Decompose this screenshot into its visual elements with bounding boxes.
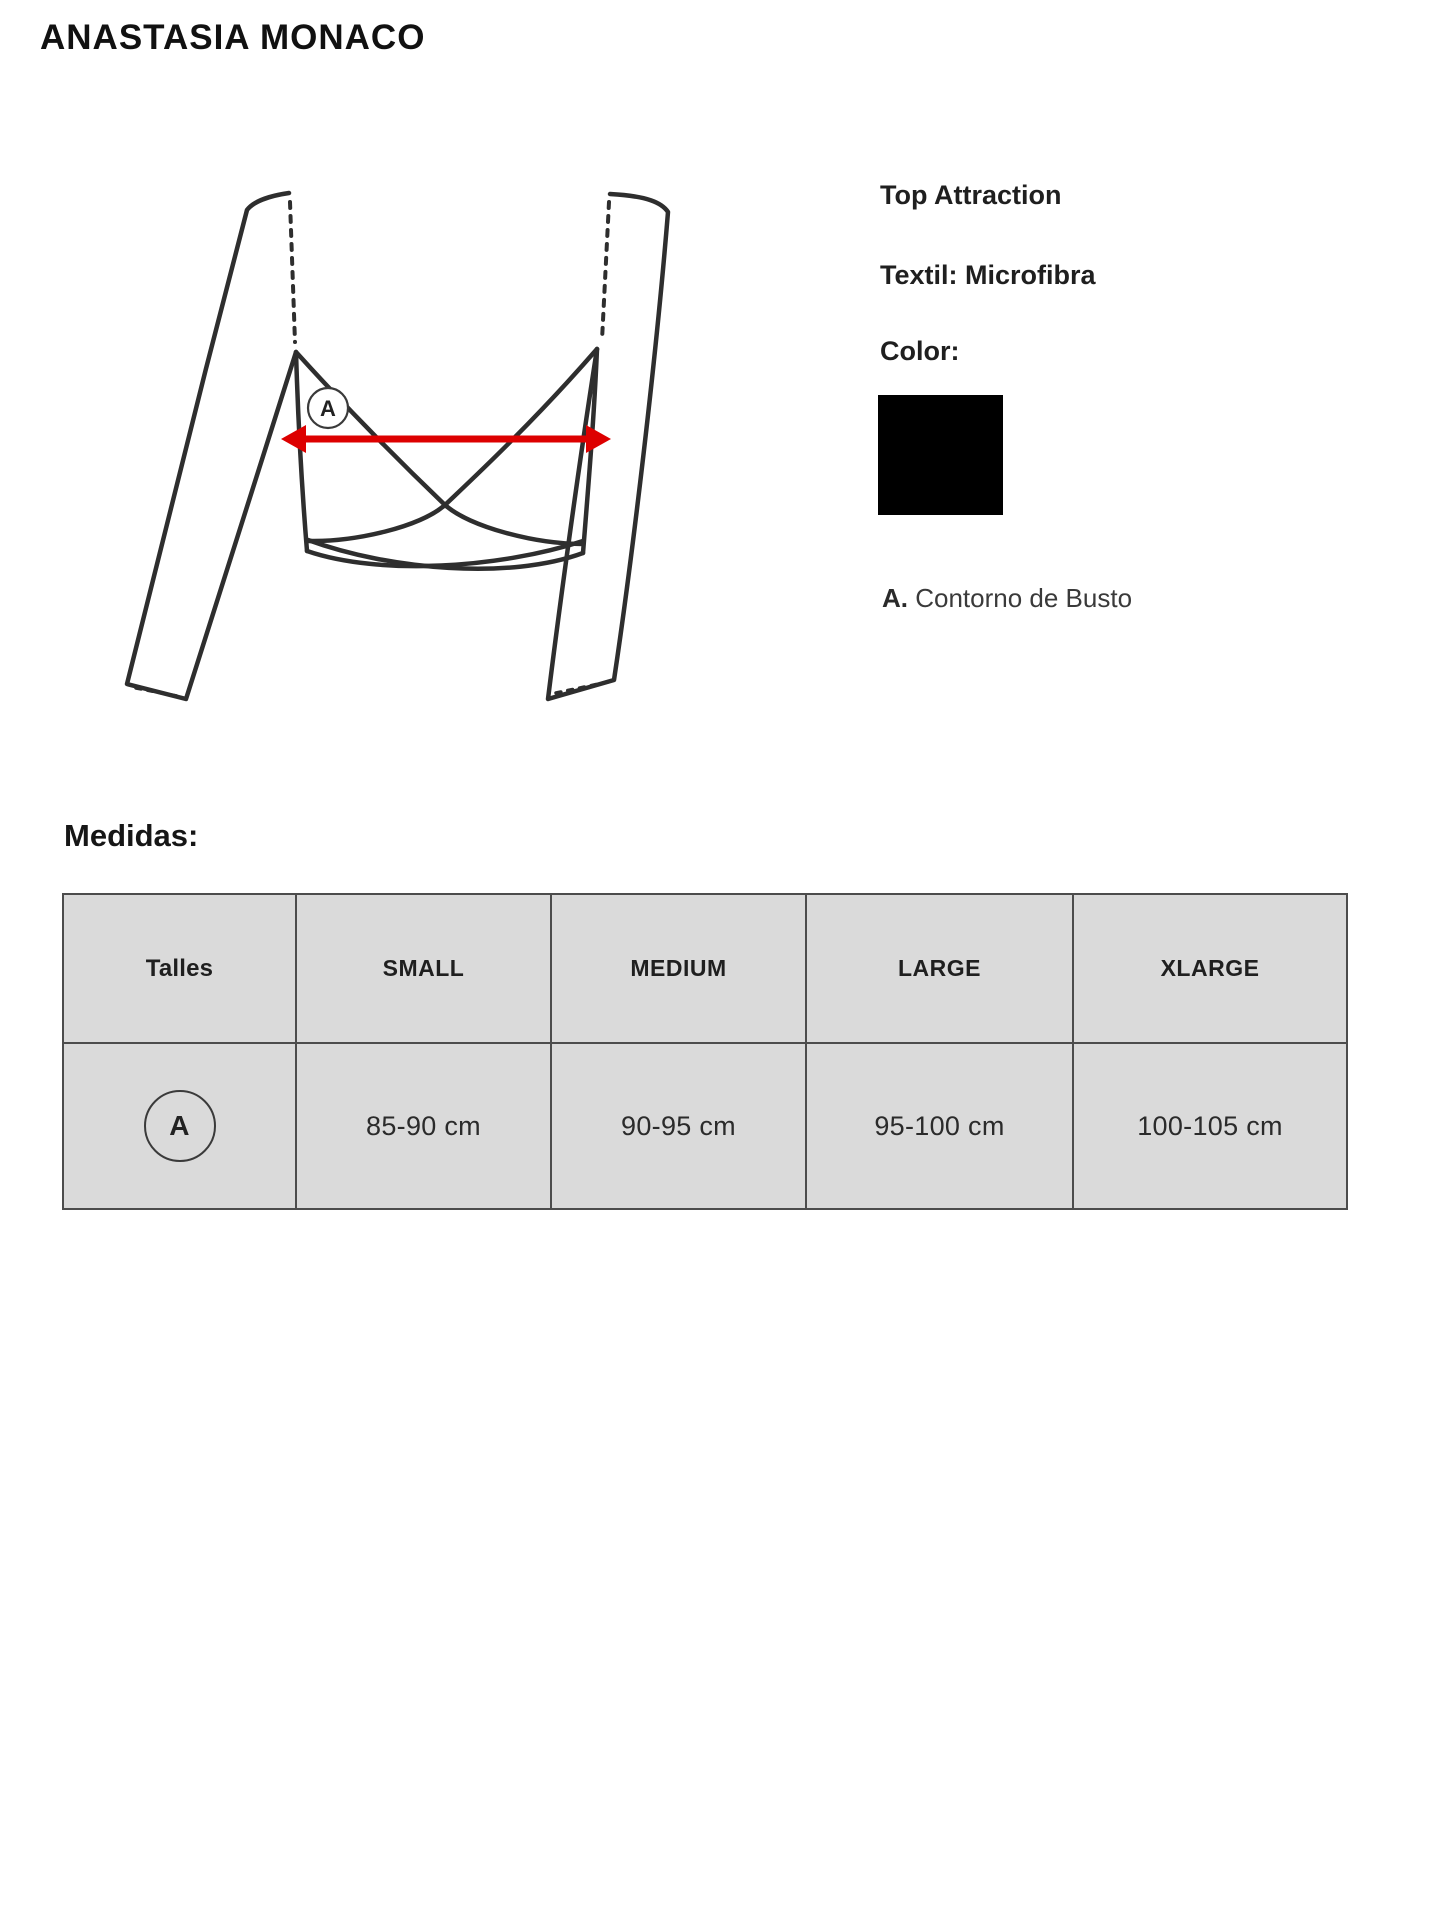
arrow-left-head xyxy=(281,425,306,453)
value-cell-large: 95-100 cm xyxy=(806,1043,1073,1209)
header-cell-small: SMALL xyxy=(296,894,551,1043)
right-shoulder-dash xyxy=(602,202,609,340)
value-cell-medium: 90-95 cm xyxy=(551,1043,806,1209)
row-label-a-circle xyxy=(144,1090,216,1162)
svg-text:A: A xyxy=(320,396,336,421)
product-textile: Textil: Microfibra xyxy=(880,260,1096,290)
size-table-header-row xyxy=(63,894,1347,1043)
measure-note xyxy=(882,583,1132,614)
header-cell-medium: MEDIUM xyxy=(551,894,806,1043)
measurements-heading: Medidas: xyxy=(64,818,199,853)
right-sleeve-outline xyxy=(548,194,668,699)
color-swatch xyxy=(878,395,1003,515)
row-label-cell xyxy=(63,1043,296,1209)
bust-measure-arrow xyxy=(281,425,611,453)
front-cross-line-left xyxy=(296,352,583,544)
header-cell-xlarge: XLARGE xyxy=(1073,894,1347,1043)
size-table xyxy=(62,893,1348,1210)
arrow-right-head xyxy=(586,425,611,453)
garment-diagram xyxy=(100,140,720,760)
value-cell-xlarge: 100-105 cm xyxy=(1073,1043,1347,1209)
row-label-a: A xyxy=(169,1110,190,1141)
left-sleeve-outline xyxy=(127,193,296,699)
diagram-measure-label-a xyxy=(308,388,348,428)
header-cell-talles: Talles xyxy=(63,894,296,1043)
measure-note-prefix: A. xyxy=(882,583,908,613)
page-title: ANASTASIA MONACO xyxy=(40,18,426,57)
color-label: Color: xyxy=(880,336,960,366)
product-name: Top Attraction xyxy=(880,180,1062,210)
value-cell-small: 85-90 cm xyxy=(296,1043,551,1209)
header-cell-large: LARGE xyxy=(806,894,1073,1043)
left-shoulder-dash xyxy=(290,202,295,342)
measure-note-text: Contorno de Busto xyxy=(915,583,1133,613)
garment-drawing-svg xyxy=(100,140,720,760)
size-table-data-row xyxy=(63,1043,1347,1209)
